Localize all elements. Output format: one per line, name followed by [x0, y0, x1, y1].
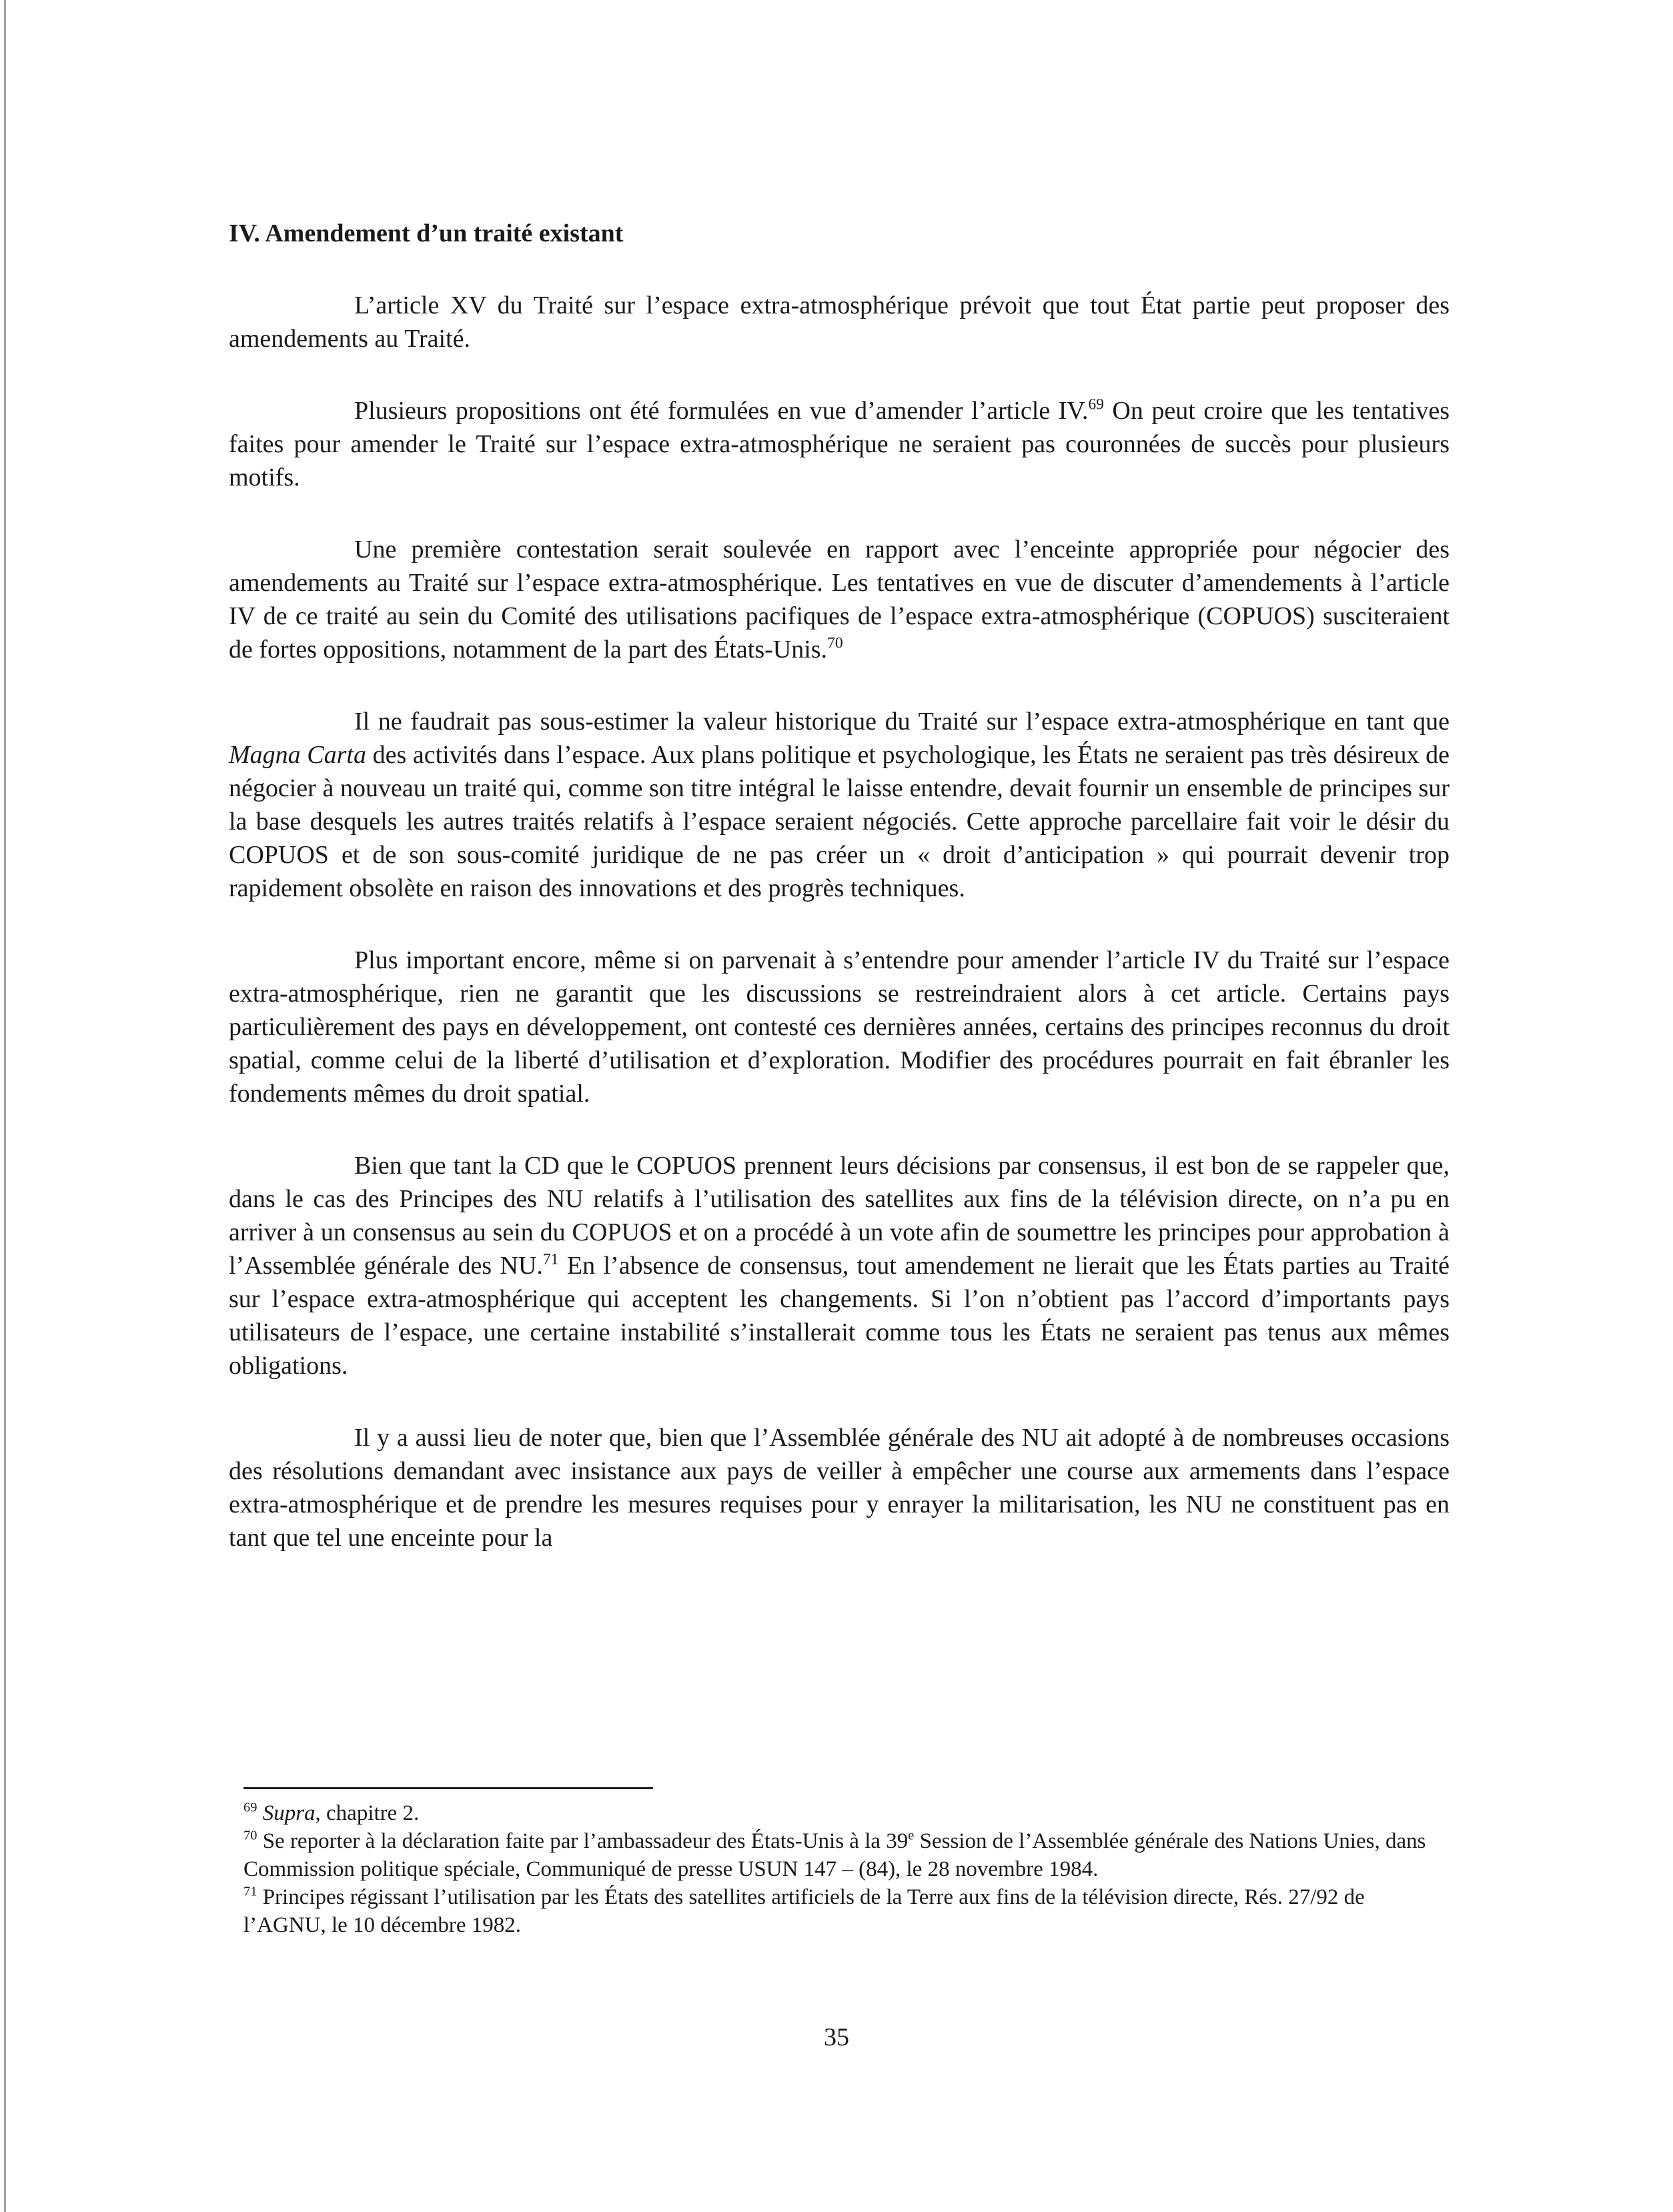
footnote-70 — [243, 1827, 1451, 1883]
ordinal-suffix: e — [908, 1828, 915, 1843]
footnote-separator — [243, 1787, 653, 1789]
footnote-69 — [243, 1799, 1451, 1827]
footnote-text-cont: Session de l’Assemblée générale des Nations Unies, dans Commission politique spéciale, Communiqué de presse USUN 147 – (84), le 28 novembre 1984. — [243, 1829, 1426, 1881]
paragraph-2-text: Plusieurs propositions ont été formulées en vue d’amender l’article IV. — [354, 397, 1089, 425]
paragraph-1-text: L’article XV du Traité sur l’espace extra-atmosphérique prévoit que tout État partie peut proposer des amendements au Traité. — [229, 291, 1450, 353]
main-text — [229, 217, 1450, 1593]
footnote-text: Principes régissant l’utilisation par les États des satellites artificiels de la Terre aux fins de la télévision directe, Rés. 27/92 de l’AGNU, le 10 décembre 1982. — [243, 1885, 1365, 1937]
paragraph-4-text-cont: des activités dans l’espace. Aux plans politique et psychologique, les États ne seraient pas très désireux de négocier à nouveau un traité qui, comme son titre intégral le laisse entendre, devait fournir un ensemble de principes sur la base desquels les autres traités relatifs à l’espace seraient négociés. Cette approche parcellaire fait voir le désir du COPUOS et de son sous-comité juridique de ne pas créer un « droit d’anticipation » qui pourrait devenir trop rapidement obsolète en raison des innovations et des progrès techniques. — [229, 741, 1450, 902]
paragraph-2-text-cont: On peut croire que les tentatives faites pour amender le Traité sur l’espace extra-atmosphérique ne seraient pas couronnées de succès pour plusieurs motifs. — [229, 397, 1450, 491]
paragraph-5 — [229, 944, 1450, 1110]
footnote-number: 69 — [243, 1800, 257, 1815]
paragraph-4 — [229, 705, 1450, 905]
footnote-ref-69[interactable]: 69 — [1088, 395, 1104, 413]
paragraph-6 — [229, 1149, 1450, 1382]
paragraph-1 — [229, 289, 1450, 355]
footnote-text: Se reporter à la déclaration faite par l’ambassadeur des États-Unis à la 39 — [257, 1829, 909, 1853]
page-number: 35 — [824, 2023, 849, 2051]
paragraph-7 — [229, 1421, 1450, 1554]
paragraph-3 — [229, 533, 1450, 666]
paragraph-6-text: Bien que tant la CD que le COPUOS prennent leurs décisions par consensus, il est bon de se rappeler que, dans le cas des Principes des NU relatifs à l’utilisation des satellites aux fins de la télévision directe, on n’a pu en arriver à un consensus au sein du COPUOS et on a procédé à un vote afin de soumettre les principes pour approbation à l’Assemblée générale des NU. — [229, 1152, 1450, 1280]
footnote-ref-70[interactable]: 70 — [827, 634, 843, 652]
footnote-text: , chapitre 2. — [315, 1801, 420, 1825]
footnote-number: 71 — [243, 1884, 257, 1899]
footnote-italic: Supra — [262, 1801, 316, 1825]
footnote-ref-71[interactable]: 71 — [542, 1250, 559, 1268]
section-heading: IV. Amendement d’un traité existant — [229, 219, 624, 247]
paragraph-5-text: Plus important encore, même si on parvenait à s’entendre pour amender l’article IV du Traité sur l’espace extra-atmosphérique, rien ne garantit que les discussions se restreindraient alors à cet article. Certains pays particulièrement des pays en développement, ont contesté ces dernières années, certains des principes reconnus du droit spatial, comme celui de la liberté d’utilisation et d’exploration. Modifier des procédures pourrait en fait ébranler les fondements mêmes du droit spatial. — [229, 946, 1450, 1108]
paragraph-3-text: Une première contestation serait soulevée en rapport avec l’enceinte appropriée pour négocier des amendements au Traité sur l’espace extra-atmosphérique. Les tentatives en vue de discuter d’amendements à l’article IV de ce traité au sein du Comité des utilisations pacifiques de l’espace extra-atmosphérique (COPUOS) susciteraient de fortes oppositions, notamment de la part des États-Unis. — [229, 535, 1450, 664]
footnote-71 — [243, 1883, 1451, 1939]
footnote-number: 70 — [243, 1828, 257, 1843]
magna-carta-italic: Magna Carta — [229, 741, 366, 769]
paragraph-7-text: Il y a aussi lieu de noter que, bien que l’Assemblée générale des NU ait adopté à de nombreuses occasions des résolutions demandant avec insistance aux pays de veiller à empêcher une course aux armements dans l’espace extra-atmosphérique et de prendre les mesures requises pour y enrayer la militarisation, les NU ne constituent pas en tant que tel une enceinte pour la — [229, 1424, 1450, 1552]
paragraph-2 — [229, 394, 1450, 494]
paragraph-6-text-cont: En l’absence de consensus, tout amendement ne lierait que les États parties au Traité sur l’espace extra-atmosphérique qui acceptent les changements. Si l’on n’obtient pas l’accord d’importants pays utilisateurs de l’espace, une certaine instabilité s’installerait comme tous les États ne seraient pas tenus aux mêmes obligations. — [229, 1252, 1450, 1380]
paragraph-4-text: Il ne faudrait pas sous-estimer la valeur historique du Traité sur l’espace extra-atmosphérique en tant que — [354, 708, 1450, 736]
scan-edge-line — [4, 0, 6, 2212]
footnotes — [243, 1799, 1451, 1939]
